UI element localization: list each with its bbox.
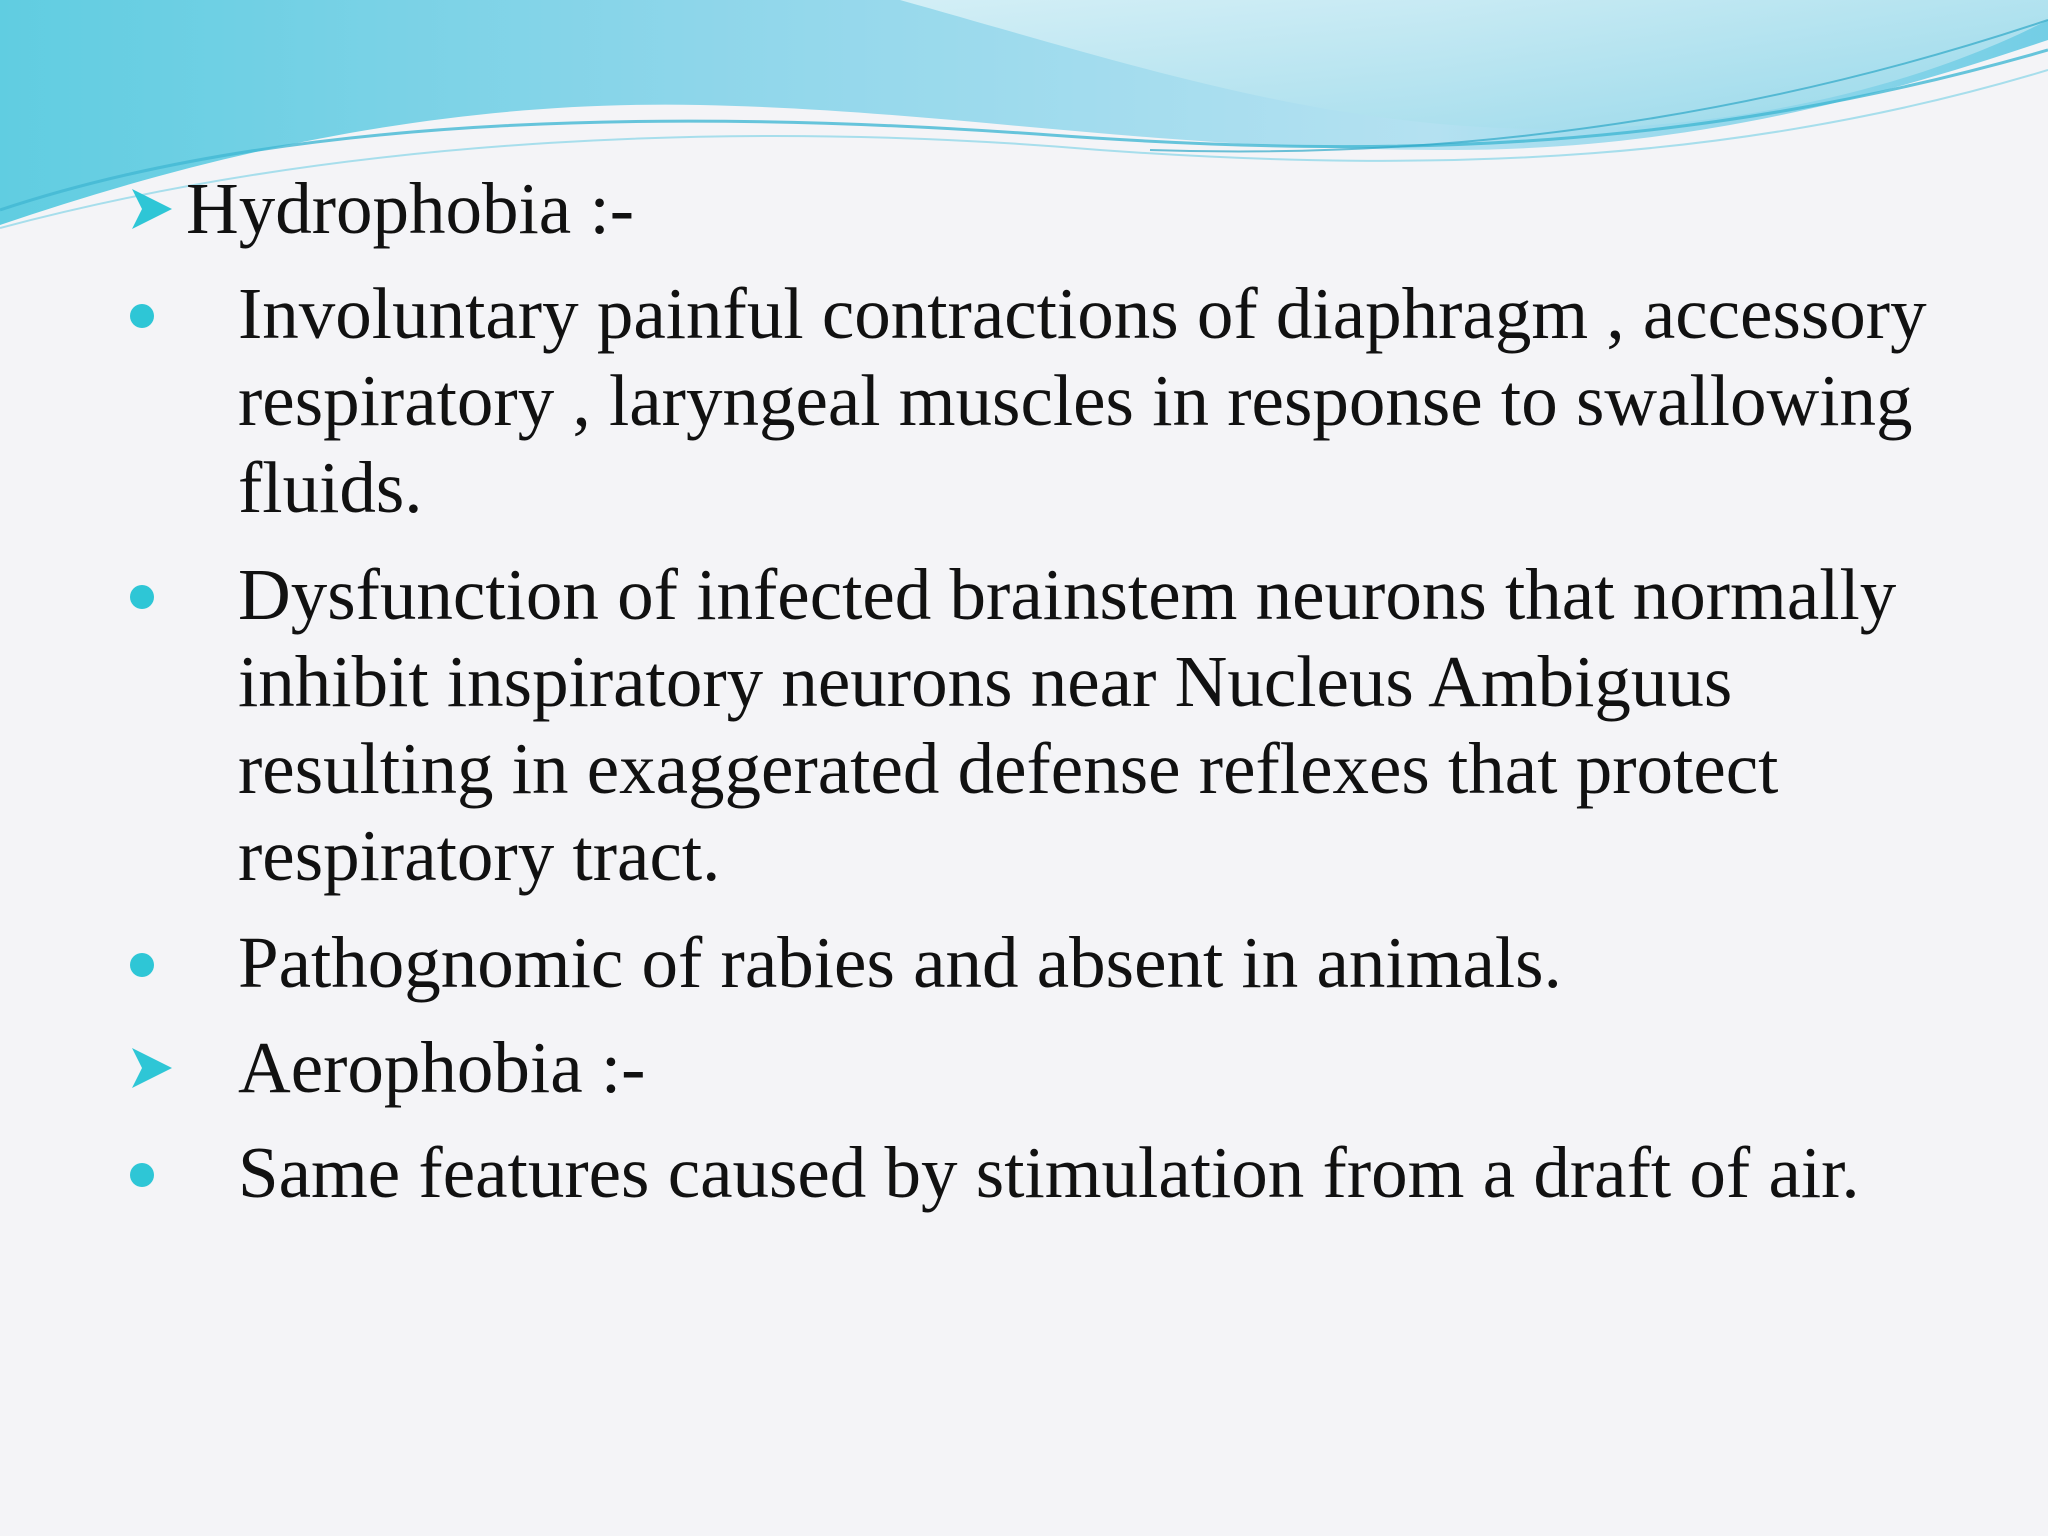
bullet-item xyxy=(128,551,1948,899)
heading-hydrophobia xyxy=(128,165,1948,252)
round-bullet-icon xyxy=(130,1163,154,1187)
heading-text: Aerophobia :- xyxy=(238,1027,646,1108)
arrow-bullet-icon xyxy=(128,1024,180,1111)
bullet-text: Pathognomic of rabies and absent in animals. xyxy=(238,922,1562,1003)
bullet-item xyxy=(128,1129,1948,1216)
round-bullet-icon xyxy=(130,953,154,977)
slide-content xyxy=(128,165,1948,1216)
heading-aerophobia xyxy=(128,1024,1948,1111)
bullet-item xyxy=(128,919,1948,1006)
round-bullet-icon xyxy=(130,585,154,609)
arrow-bullet-icon xyxy=(128,165,180,252)
heading-text: Hydrophobia :- xyxy=(186,168,635,249)
bullet-text: Dysfunction of infected brainstem neurons that normally inhibit inspiratory neurons near Nucleus Ambiguus resulting in exaggerated defense reflexes that protect respiratory tract. xyxy=(238,554,1897,896)
bullet-text: Same features caused by stimulation from a draft of air. xyxy=(238,1132,1860,1213)
bullet-text: Involuntary painful contractions of diaphragm , accessory respiratory , laryngeal muscles in response to swallowing fluids. xyxy=(238,273,1927,528)
bullet-item xyxy=(128,270,1948,531)
round-bullet-icon xyxy=(130,304,154,328)
